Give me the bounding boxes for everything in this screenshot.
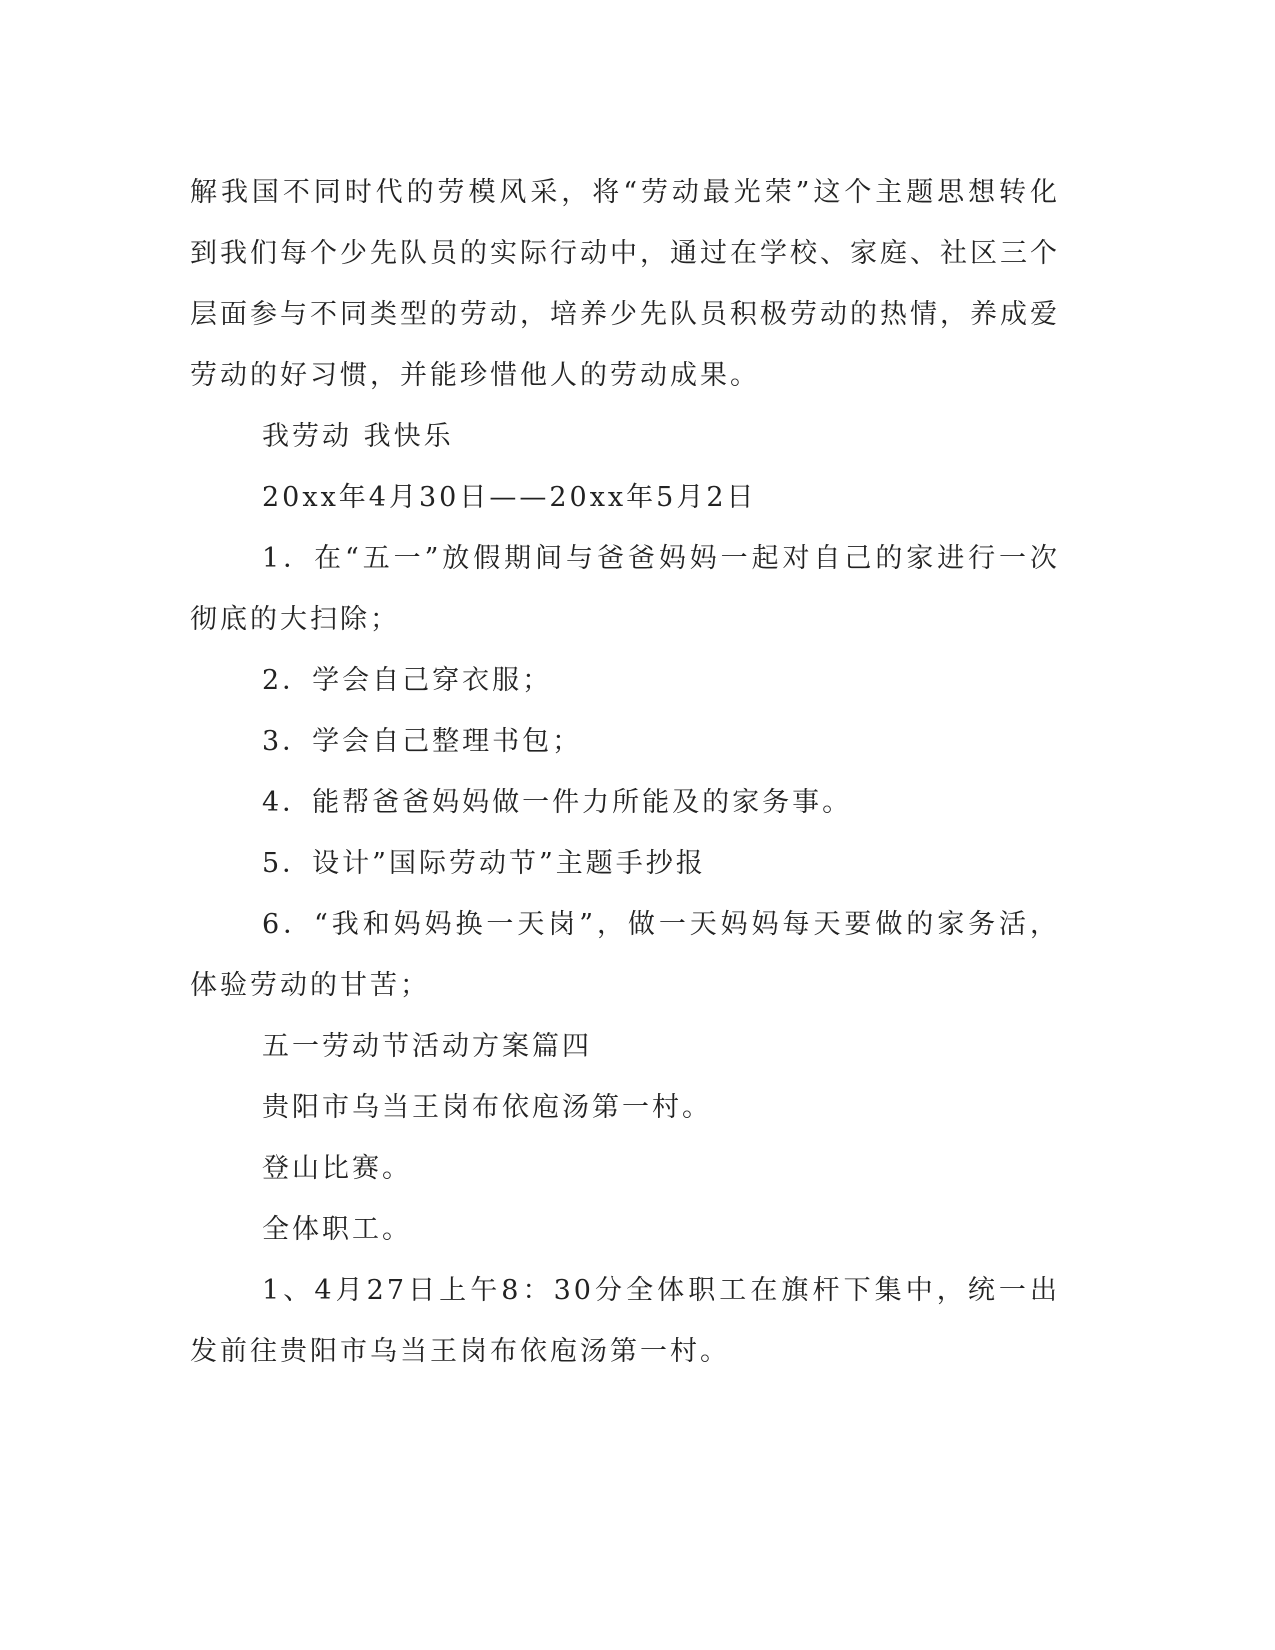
list-item-6: 6．“我和妈妈换一天岗”，做一天妈妈每天要做的家务活，体验劳动的甘苦； xyxy=(190,909,1060,1001)
list-item-2: 2．学会自己穿衣服； xyxy=(262,665,553,696)
paragraph-intro-continuation: 解我国不同时代的劳模风采，将“劳动最光荣”这个主题思想转化到我们每个少先队员的实际行动中，通过在学校、家庭、社区三个层面参与不同类型的劳动，培养少先队员积极劳动的热情，养成爱劳动的好习惯，并能珍惜他人的劳动成果。 xyxy=(190,177,1060,391)
paragraph-activity-theme: 我劳动 我快乐 xyxy=(262,421,454,452)
list-item-5: 5．设计”国际劳动节”主题手抄报 xyxy=(262,848,706,879)
paragraph-event: 登山比赛。 xyxy=(262,1153,412,1184)
document-body xyxy=(190,162,1060,1382)
paragraph-activity-dates: 20xx年4月30日——20xx年5月2日 xyxy=(262,482,757,513)
list-item-1: 1．在“五一”放假期间与爸爸妈妈一起对自己的家进行一次彻底的大扫除； xyxy=(190,543,1060,635)
list-item-3: 3．学会自己整理书包； xyxy=(262,726,583,757)
paragraph-schedule-1: 1、4月27日上午8：30分全体职工在旗杆下集中，统一出发前往贵阳市乌当王岗布依庖汤第一村。 xyxy=(190,1275,1060,1367)
paragraph-location: 贵阳市乌当王岗布依庖汤第一村。 xyxy=(262,1092,712,1123)
paragraph-participants: 全体职工。 xyxy=(262,1214,412,1245)
section-heading: 五一劳动节活动方案篇四 xyxy=(262,1031,592,1062)
list-item-4: 4．能帮爸爸妈妈做一件力所能及的家务事。 xyxy=(262,787,853,818)
